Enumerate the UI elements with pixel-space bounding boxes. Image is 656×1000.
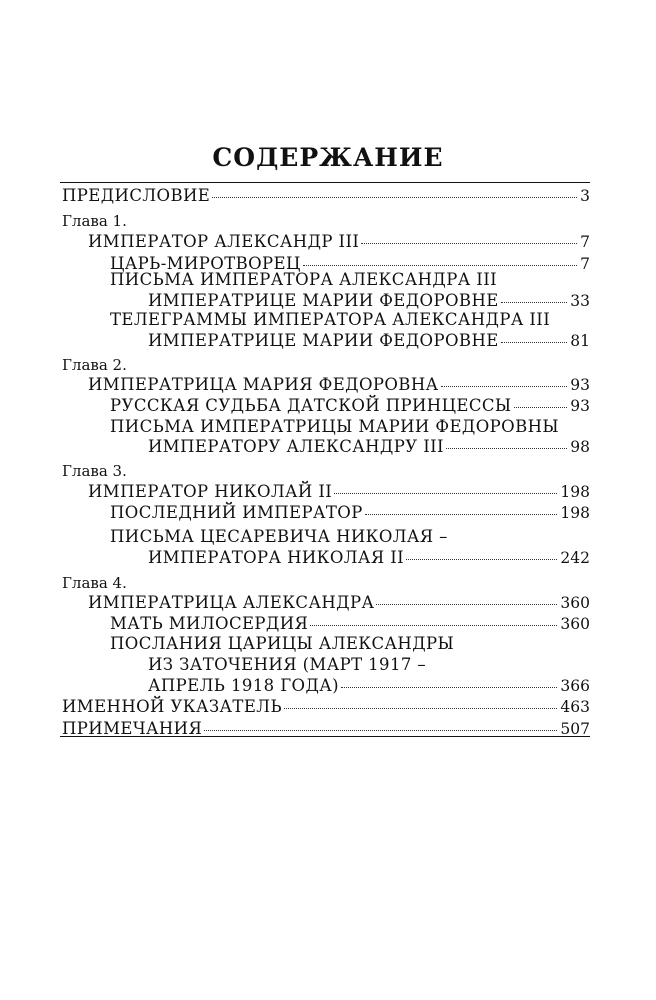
toc-entry-label: ЦАРЬ-МИРОТВОРЕЦ xyxy=(110,254,301,273)
toc-entry-sub[interactable] xyxy=(110,614,590,633)
toc-entry-page: 3 xyxy=(580,187,590,205)
dot-leader xyxy=(310,624,557,626)
toc-entry-label: ПОСЛЕДНИЙ ИМПЕРАТОР xyxy=(110,503,363,522)
chapter-heading: Глава 4. xyxy=(62,574,127,592)
toc-entry-sub[interactable] xyxy=(148,548,590,567)
dot-leader xyxy=(501,301,568,303)
toc-entry-label: ИМПЕРАТОРА НИКОЛАЯ II xyxy=(148,548,405,567)
toc-entry-page: 463 xyxy=(560,698,590,716)
dot-leader xyxy=(284,707,557,709)
toc-entry-label: ПРЕДИСЛОВИЕ xyxy=(62,186,211,205)
toc-entry-chapter-main[interactable] xyxy=(88,593,590,612)
toc-entry-sub-line1[interactable]: ТЕЛЕГРАММЫ ИМПЕРАТОРА АЛЕКСАНДРА III xyxy=(110,310,551,329)
dot-leader xyxy=(446,447,567,449)
toc-entry-sub-line2[interactable]: ИЗ ЗАТОЧЕНИЯ (МАРТ 1917 – xyxy=(148,655,427,674)
toc-entry-sub[interactable] xyxy=(110,396,590,415)
dot-leader xyxy=(341,686,557,688)
dot-leader xyxy=(204,729,557,731)
toc-entry-sub-line1[interactable]: ПИСЬМА ЦЕСАРЕВИЧА НИКОЛАЯ – xyxy=(110,527,448,546)
dot-leader xyxy=(303,264,577,266)
dot-leader xyxy=(441,385,568,387)
chapter-heading: Глава 2. xyxy=(62,356,127,374)
toc-entry-page: 360 xyxy=(560,615,590,633)
toc-entry-chapter-main[interactable] xyxy=(88,375,590,394)
chapter-heading: Глава 3. xyxy=(62,462,127,480)
toc-entry-index[interactable] xyxy=(62,697,590,716)
toc-entry-sub-line1[interactable]: ПОСЛАНИЯ ЦАРИЦЫ АЛЕКСАНДРЫ xyxy=(110,634,455,653)
toc-entry-page: 198 xyxy=(560,504,590,522)
toc-entry-label: ИМЕННОЙ УКАЗАТЕЛЬ xyxy=(62,697,282,716)
toc-entry-sub[interactable] xyxy=(148,437,590,456)
bottom-divider xyxy=(60,736,590,737)
toc-entry-sub[interactable] xyxy=(110,503,590,522)
toc-entry-label: МАТЬ МИЛОСЕРДИЯ xyxy=(110,614,309,633)
toc-entry-page: 93 xyxy=(570,397,590,415)
toc-entry-sub[interactable] xyxy=(148,331,590,350)
toc-entry-sub[interactable] xyxy=(148,676,590,695)
toc-entry-sub-line1[interactable]: ПИСЬМА ИМПЕРАТОРА АЛЕКСАНДРА III xyxy=(110,270,498,289)
toc-entry-chapter-main[interactable] xyxy=(88,232,590,251)
dot-leader xyxy=(365,513,558,515)
page-title: СОДЕРЖАНИЕ xyxy=(212,143,444,172)
toc-entry-sub-line1[interactable]: ПИСЬМА ИМПЕРАТРИЦЫ МАРИИ ФЕДОРОВНЫ xyxy=(110,417,560,436)
toc-entry-label: ИМПЕРАТОР АЛЕКСАНДР III xyxy=(88,232,360,251)
toc-entry-page: 81 xyxy=(570,332,590,350)
toc-entry-label: ИМПЕРАТРИЦЕ МАРИИ ФЕДОРОВНЕ xyxy=(148,331,499,350)
toc-entry-page: 366 xyxy=(560,677,590,695)
toc-entry-page: 93 xyxy=(570,376,590,394)
dot-leader xyxy=(376,603,557,605)
toc-entry-label: ИМПЕРАТРИЦА АЛЕКСАНДРА xyxy=(88,593,375,612)
toc-entry-page: 360 xyxy=(560,594,590,612)
toc-entry-page: 507 xyxy=(560,720,590,738)
toc-entry-sub[interactable] xyxy=(148,291,590,310)
toc-entry-label: ИМПЕРАТОРУ АЛЕКСАНДРУ III xyxy=(148,437,444,456)
chapter-heading: Глава 1. xyxy=(62,212,127,230)
toc-entry-label: ИМПЕРАТОР НИКОЛАЙ II xyxy=(88,482,333,501)
toc-entry-page: 7 xyxy=(580,233,590,251)
dot-leader xyxy=(334,492,557,494)
toc-entry-chapter-main[interactable] xyxy=(88,482,590,501)
toc-entry-page: 98 xyxy=(570,438,590,456)
toc-entry-page: 7 xyxy=(580,255,590,273)
dot-leader xyxy=(212,196,577,198)
toc-entry-label: АПРЕЛЬ 1918 ГОДА) xyxy=(148,676,339,695)
dot-leader xyxy=(361,242,577,244)
dot-leader xyxy=(501,341,568,343)
dot-leader xyxy=(406,558,557,560)
dot-leader xyxy=(514,406,568,408)
toc-entry-label: ПРИМЕЧАНИЯ xyxy=(62,719,203,738)
toc-entry-page: 198 xyxy=(560,483,590,501)
toc-entry-label: ИМПЕРАТРИЦЕ МАРИИ ФЕДОРОВНЕ xyxy=(148,291,499,310)
toc-entry-label: РУССКАЯ СУДЬБА ДАТСКОЙ ПРИНЦЕССЫ xyxy=(110,396,512,415)
toc-entry-label: ИМПЕРАТРИЦА МАРИЯ ФЕДОРОВНА xyxy=(88,375,439,394)
toc-entry-page: 33 xyxy=(570,292,590,310)
toc-entry-page: 242 xyxy=(560,549,590,567)
toc-entry-preface[interactable] xyxy=(62,186,590,205)
